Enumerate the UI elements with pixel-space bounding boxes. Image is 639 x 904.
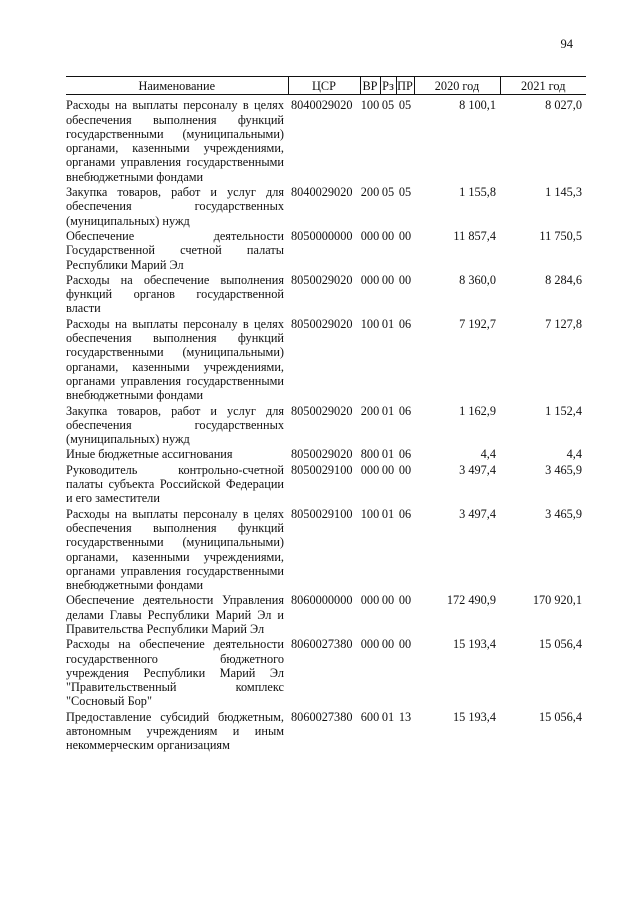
- table-row: [66, 317, 586, 404]
- row-csr: 8060027380: [291, 709, 353, 724]
- row-name: Расходы на выплаты персоналу в целях обеспечения выполнения функций государственными (муниципальными) органами, казенными учреждениями, органами управления государственными внебюджетными фондами: [66, 506, 284, 593]
- row-name: Предоставление субсидий бюджетным, автономным учреждениям и иным некоммерческим организациям: [66, 709, 284, 753]
- row-pr: 00: [398, 272, 412, 287]
- row-csr: 8060027380: [291, 637, 353, 652]
- header-2021: 2021 год: [500, 77, 586, 95]
- header-2020: 2020 год: [414, 77, 500, 95]
- row-pr: 00: [398, 593, 412, 608]
- row-2020: 1 162,9: [459, 403, 496, 418]
- table-row: [66, 229, 586, 273]
- row-name: Обеспечение деятельности Государственной счетной палаты Республики Марий Эл: [66, 228, 284, 272]
- row-name: Закупка товаров, работ и услуг для обеспечения государственных (муниципальных) нужд: [66, 185, 284, 228]
- row-name: Расходы на выплаты персоналу в целях обеспечения выполнения функций государственными (муниципальными) органами, казенными учреждениями, органами управления государственными внебюджетными фондами: [66, 98, 284, 184]
- row-name: Расходы на выплаты персоналу в целях обеспечения выполнения функций государственными (муниципальными) органами, казенными учреждениями, органами управления государственными внебюджетными фондами: [66, 316, 284, 403]
- row-rz: 05: [381, 185, 395, 200]
- row-2021: 4,4: [566, 447, 582, 462]
- row-vr: 100: [360, 98, 380, 113]
- row-2021: 3 465,9: [545, 462, 582, 477]
- row-csr: 8050000000: [291, 228, 353, 243]
- row-2021: 1 152,4: [545, 403, 582, 418]
- header-vr: ВР: [360, 77, 380, 95]
- row-csr: 8050029020: [291, 403, 353, 418]
- row-csr: 8060000000: [291, 593, 353, 608]
- row-2021: 7 127,8: [545, 316, 582, 331]
- table-row: [66, 637, 586, 709]
- row-2020: 3 497,4: [459, 506, 496, 521]
- row-pr: 05: [398, 185, 412, 200]
- row-pr: 00: [398, 228, 412, 243]
- row-vr: 800: [360, 447, 380, 462]
- table-row: [66, 95, 586, 185]
- row-vr: 200: [360, 403, 380, 418]
- table-row: [66, 273, 586, 317]
- row-rz: 01: [381, 403, 395, 418]
- header-pr: ПР: [396, 77, 414, 95]
- row-pr: 00: [398, 462, 412, 477]
- row-rz: 01: [381, 506, 395, 521]
- row-name: Обеспечение деятельности Управления делами Главы Республики Марий Эл и Правительства Республики Марий Эл: [66, 593, 284, 636]
- row-name: Расходы на обеспечение выполнения функций органов государственной власти: [66, 272, 284, 316]
- row-2021: 15 056,4: [538, 709, 582, 724]
- row-2020: 15 193,4: [452, 709, 496, 724]
- row-rz: 00: [381, 228, 395, 243]
- table-row: [66, 463, 586, 507]
- row-vr: 000: [360, 593, 380, 608]
- table-row: [66, 507, 586, 594]
- table-row: [66, 185, 586, 229]
- row-pr: 00: [398, 637, 412, 652]
- row-vr: 000: [360, 462, 380, 477]
- row-vr: 100: [360, 316, 380, 331]
- row-pr: 06: [398, 316, 412, 331]
- row-rz: 01: [381, 709, 395, 724]
- row-pr: 05: [398, 98, 412, 113]
- row-csr: 8050029020: [291, 272, 353, 287]
- page-number: 94: [560, 37, 573, 51]
- row-2020: 8 100,1: [459, 98, 496, 113]
- row-2021: 170 920,1: [532, 593, 582, 608]
- row-pr: 06: [398, 403, 412, 418]
- row-2021: 8 027,0: [545, 98, 582, 113]
- row-2021: 3 465,9: [545, 506, 582, 521]
- row-2021: 11 750,5: [539, 228, 582, 243]
- row-rz: 00: [381, 593, 395, 608]
- row-rz: 01: [381, 316, 395, 331]
- table-row: [66, 447, 586, 462]
- row-2020: 172 490,9: [446, 593, 496, 608]
- row-2020: 1 155,8: [459, 185, 496, 200]
- row-rz: 00: [381, 637, 395, 652]
- row-rz: 00: [381, 462, 395, 477]
- row-rz: 05: [381, 98, 395, 113]
- row-rz: 01: [381, 447, 395, 462]
- row-2020: 15 193,4: [452, 637, 496, 652]
- table-header-row: [66, 77, 586, 95]
- row-csr: 8050029100: [291, 506, 353, 521]
- row-2021: 8 284,6: [545, 272, 582, 287]
- row-2021: 15 056,4: [538, 637, 582, 652]
- row-vr: 100: [360, 506, 380, 521]
- row-csr: 8050029020: [291, 316, 353, 331]
- row-name: Руководитель контрольно-счетной палаты субъекта Российской Федерации и его заместители: [66, 462, 284, 506]
- row-2021: 1 145,3: [545, 185, 582, 200]
- row-pr: 06: [398, 447, 412, 462]
- header-name: Наименование: [66, 77, 288, 95]
- row-vr: 000: [360, 272, 380, 287]
- row-pr: 13: [398, 709, 412, 724]
- row-pr: 06: [398, 506, 412, 521]
- row-csr: 8040029020: [291, 185, 353, 200]
- row-csr: 8050029020: [291, 447, 353, 462]
- table-row: [66, 710, 586, 754]
- header-rz: Рз: [380, 77, 396, 95]
- row-name: Расходы на обеспечение деятельности государственного бюджетного учреждения Республики Марий Эл "Правительственный комплекс "Сосновый Бор": [66, 637, 284, 709]
- row-2020: 4,4: [480, 447, 496, 462]
- row-2020: 8 360,0: [459, 272, 496, 287]
- row-vr: 000: [360, 637, 380, 652]
- row-csr: 8050029100: [291, 462, 353, 477]
- row-vr: 200: [360, 185, 380, 200]
- row-2020: 7 192,7: [459, 316, 496, 331]
- budget-table: [66, 76, 586, 754]
- row-name: Закупка товаров, работ и услуг для обеспечения государственных (муниципальных) нужд: [66, 403, 284, 447]
- row-name: Иные бюджетные ассигнования: [66, 447, 233, 462]
- row-vr: 600: [360, 709, 380, 724]
- table-row: [66, 593, 586, 637]
- row-vr: 000: [360, 228, 380, 243]
- row-2020: 3 497,4: [459, 462, 496, 477]
- row-csr: 8040029020: [291, 98, 353, 113]
- row-2020: 11 857,4: [453, 228, 496, 243]
- table-row: [66, 404, 586, 448]
- row-rz: 00: [381, 272, 395, 287]
- header-csr: ЦСР: [288, 77, 360, 95]
